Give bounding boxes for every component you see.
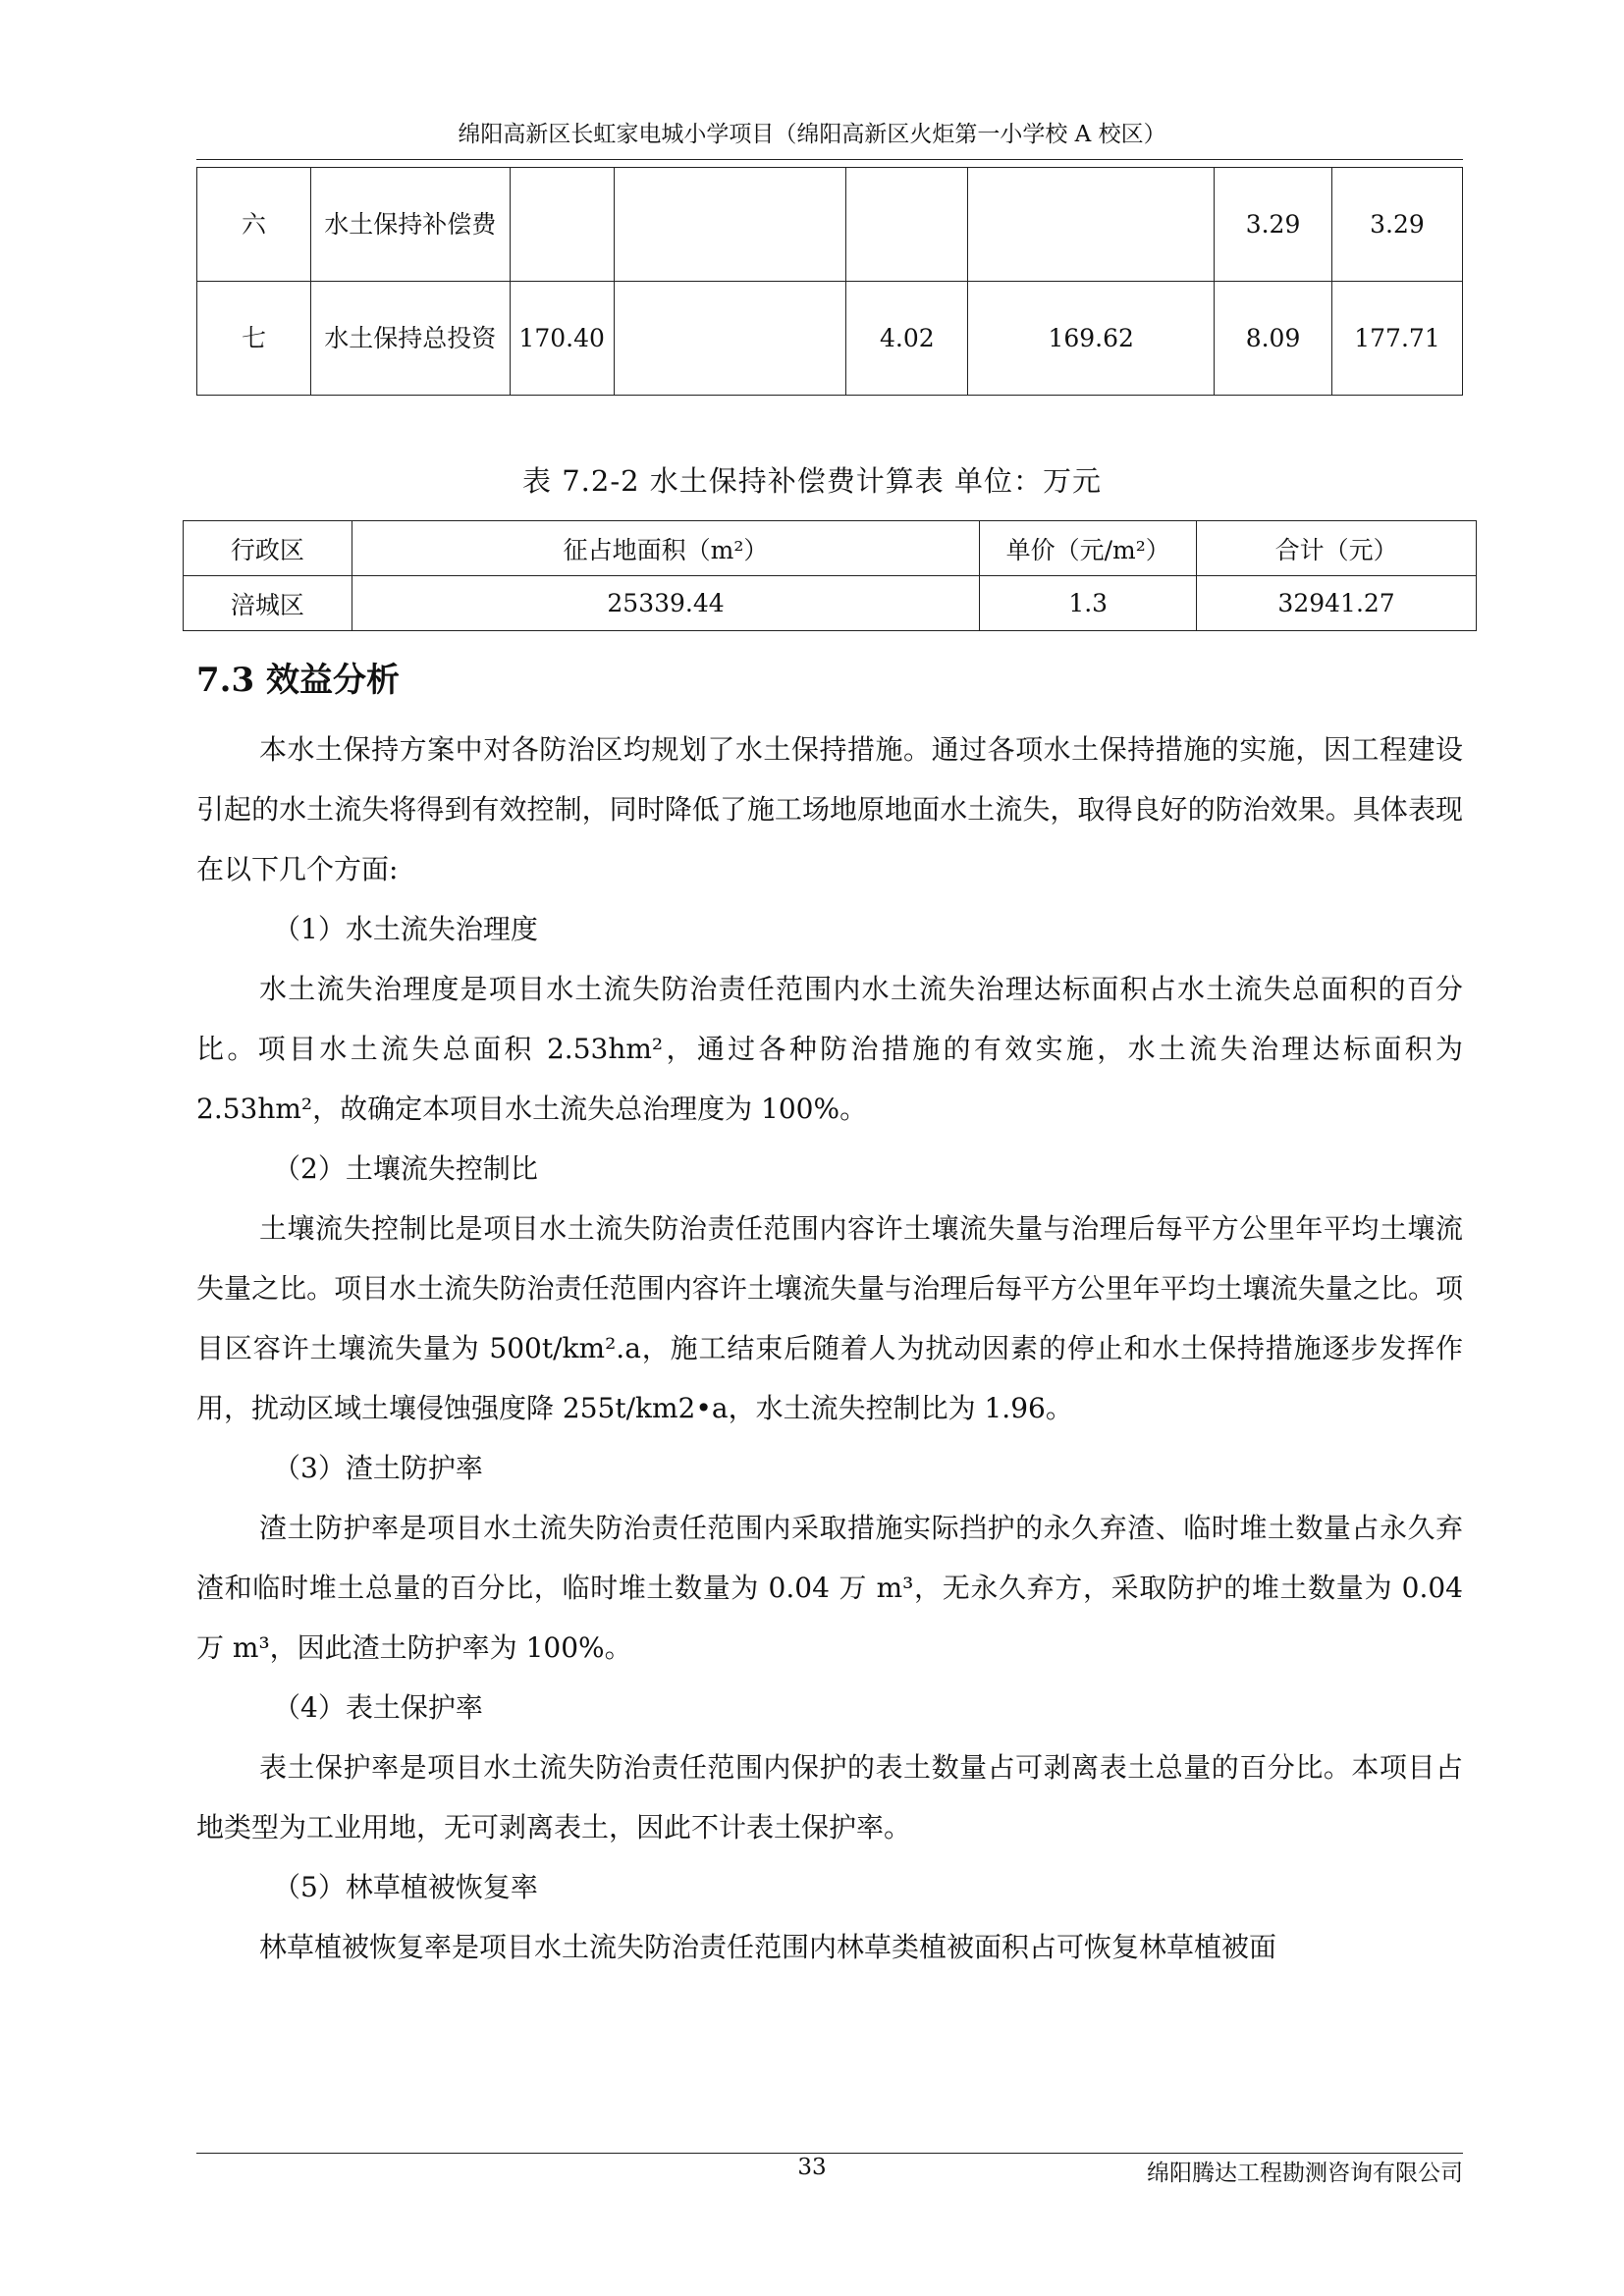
page-number: 33 bbox=[797, 2155, 827, 2180]
compensation-fee-table bbox=[183, 520, 1477, 631]
paragraph: 水土流失治理度是项目水土流失防治责任范围内水土流失治理达标面积占水土流失总面积的百分比。项目水土流失总面积 2.53hm²，通过各种防治措施的有效实施，水土流失治理达标面积为 2.53hm²，故确定本项目水土流失总治理度为 100%。 bbox=[196, 973, 1463, 1125]
subheading: （5）林草植被恢复率 bbox=[273, 1871, 538, 1903]
cell: 177.71 bbox=[1332, 282, 1463, 396]
row-number: 七 bbox=[197, 282, 311, 396]
page-header: 绵阳高新区长虹家电城小学项目（绵阳高新区火炬第一小学校 A 校区） bbox=[458, 122, 1166, 147]
cell bbox=[614, 282, 846, 396]
cell: 25339.44 bbox=[352, 576, 979, 631]
cell: 涪城区 bbox=[184, 576, 352, 631]
section-title: 7.3 效益分析 bbox=[196, 661, 400, 700]
cell: 4.02 bbox=[846, 282, 968, 396]
footer-rule bbox=[196, 2153, 1463, 2154]
subheading: （4）表土保护率 bbox=[273, 1691, 483, 1724]
subheading: （3）渣土防护率 bbox=[273, 1452, 483, 1484]
investment-table bbox=[196, 167, 1463, 396]
row-name: 水土保持总投资 bbox=[310, 282, 510, 396]
cell: 8.09 bbox=[1215, 282, 1332, 396]
paragraph: 本水土保持方案中对各防治区均规划了水土保持措施。通过各项水土保持措施的实施，因工程建设引起的水土流失将得到有效控制，同时降低了施工场地原地面水土流失，取得良好的防治效果。具体表现在以下几个方面: bbox=[196, 733, 1463, 885]
header-rule bbox=[196, 159, 1463, 160]
subheading: （1）水土流失治理度 bbox=[273, 913, 538, 945]
cell: 32941.27 bbox=[1197, 576, 1477, 631]
cell bbox=[614, 168, 846, 282]
company-name: 绵阳腾达工程勘测咨询有限公司 bbox=[1147, 2161, 1463, 2186]
cell bbox=[510, 168, 614, 282]
cell: 1.3 bbox=[980, 576, 1197, 631]
cell: 3.29 bbox=[1332, 168, 1463, 282]
cell: 3.29 bbox=[1215, 168, 1332, 282]
table-row bbox=[184, 576, 1477, 631]
table-row bbox=[197, 168, 1463, 282]
column-header: 合计（元） bbox=[1197, 521, 1477, 576]
paragraph: 渣土防护率是项目水土流失防治责任范围内采取措施实际挡护的永久弃渣、临时堆土数量占永久弃渣和临时堆土总量的百分比，临时堆土数量为 0.04 万 m³，无永久弃方，采取防护的堆土数量为 0.04 万 m³，因此渣土防护率为 100%。 bbox=[196, 1512, 1463, 1664]
subheading: （2）土壤流失控制比 bbox=[273, 1152, 538, 1185]
table-caption: 表 7.2-2 水土保持补偿费计算表 单位：万元 bbox=[521, 464, 1103, 498]
paragraph: 土壤流失控制比是项目水土流失防治责任范围内容许土壤流失量与治理后每平方公里年平均土壤流失量之比。项目水土流失防治责任范围内容许土壤流失量与治理后每平方公里年平均土壤流失量之比。项目区容许土壤流失量为 500t/km².a，施工结束后随着人为扰动因素的停止和水土保持措施逐步发挥作用，扰动区域土壤侵蚀强度降 255t/km2•a，水土流失控制比为 1.96。 bbox=[196, 1212, 1463, 1424]
cell: 170.40 bbox=[510, 282, 614, 396]
row-number: 六 bbox=[197, 168, 311, 282]
column-header: 行政区 bbox=[184, 521, 352, 576]
column-header: 单价（元/m²） bbox=[980, 521, 1197, 576]
cell bbox=[846, 168, 968, 282]
cell bbox=[968, 168, 1215, 282]
column-header: 征占地面积（m²） bbox=[352, 521, 979, 576]
table-header-row bbox=[184, 521, 1477, 576]
paragraph: 表土保护率是项目水土流失防治责任范围内保护的表土数量占可剥离表土总量的百分比。本项目占地类型为工业用地，无可剥离表土，因此不计表土保护率。 bbox=[196, 1751, 1463, 1843]
cell: 169.62 bbox=[968, 282, 1215, 396]
section-body bbox=[196, 720, 1463, 1977]
row-name: 水土保持补偿费 bbox=[310, 168, 510, 282]
table-row bbox=[197, 282, 1463, 396]
paragraph: 林草植被恢复率是项目水土流失防治责任范围内林草类植被面积占可恢复林草植被面 bbox=[259, 1931, 1277, 1963]
